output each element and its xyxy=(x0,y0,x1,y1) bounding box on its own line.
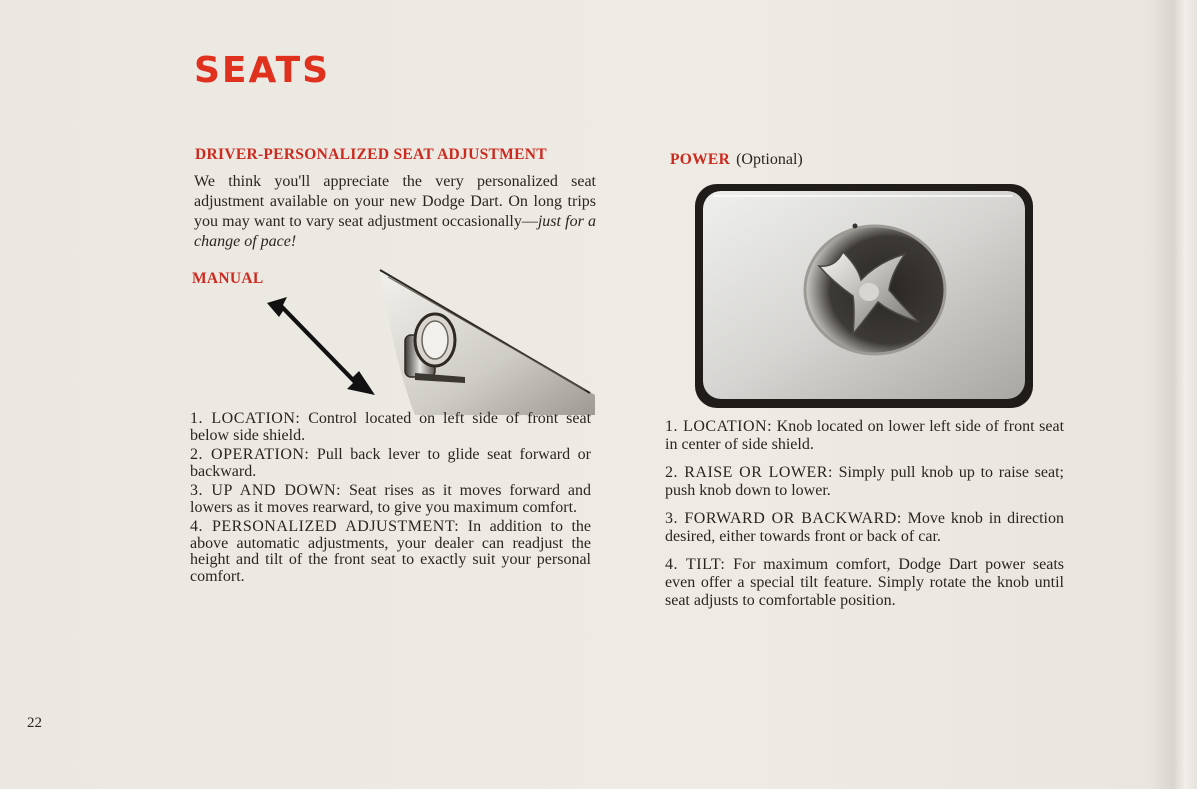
list-item xyxy=(665,510,1064,546)
power-heading: POWER xyxy=(670,151,731,168)
list-item xyxy=(665,464,1064,500)
item-label: 1. LOCATION: xyxy=(190,410,301,427)
driver-seat-heading: DRIVER-PERSONALIZED SEAT ADJUSTMENT xyxy=(195,146,547,163)
page-title: SEATS xyxy=(194,50,331,91)
list-item xyxy=(190,411,591,444)
manual-instructions xyxy=(190,411,591,588)
item-text: In addition to the above automatic adjustments, your dealer can readjust the height and tilt of the front seat to exactly suit your personal comfort. xyxy=(190,518,592,585)
item-text: Pull back lever to glide seat forward or backward. xyxy=(190,446,592,480)
item-label: 4. TILT: xyxy=(665,556,726,573)
item-label: 1. LOCATION: xyxy=(665,418,773,435)
item-label: 2. OPERATION: xyxy=(190,446,310,463)
intro-paragraph xyxy=(194,172,596,252)
list-item xyxy=(665,556,1064,610)
list-item xyxy=(190,483,591,516)
power-heading-row xyxy=(670,149,803,169)
item-label: 3. FORWARD OR BACKWARD: xyxy=(665,510,902,527)
item-text: Simply pull knob up to raise seat; push knob down to lower. xyxy=(665,464,1065,499)
double-arrow-icon xyxy=(267,297,375,395)
list-item xyxy=(190,519,591,585)
seat-lever-illustration xyxy=(255,265,595,415)
page-number: 22 xyxy=(27,715,42,731)
item-text: Seat rises as it moves forward and lowers as it moves rearward, to give you maximum comfort. xyxy=(190,482,591,516)
list-item xyxy=(665,418,1064,454)
list-item xyxy=(190,447,591,480)
item-text: Control located on left side of front seat below side shield. xyxy=(190,410,592,444)
power-seat-knob-illustration xyxy=(693,182,1035,410)
item-text: For maximum comfort, Dodge Dart power seats even offer a special tilt feature. Simply rotate the knob until seat adjusts to comfortable position. xyxy=(665,556,1064,609)
item-label: 4. PERSONALIZED ADJUSTMENT: xyxy=(190,518,460,535)
optional-label: (Optional) xyxy=(736,151,803,168)
manual-heading: MANUAL xyxy=(192,270,264,287)
item-text: Knob located on lower left side of front seat in center of side shield. xyxy=(665,418,1065,453)
power-instructions xyxy=(665,418,1064,620)
item-label: 3. UP AND DOWN: xyxy=(190,482,342,499)
intro-italic-text: just for a change of pace! xyxy=(194,213,596,250)
item-text: Move knob in direction desired, either towards front or back of car. xyxy=(665,510,1065,545)
intro-text: We think you'll appreciate the very personalized seat adjustment available on your new Dodge Dart. On long trips you may want to vary seat adjustment occasionally— xyxy=(194,173,596,230)
item-label: 2. RAISE OR LOWER: xyxy=(665,464,833,481)
